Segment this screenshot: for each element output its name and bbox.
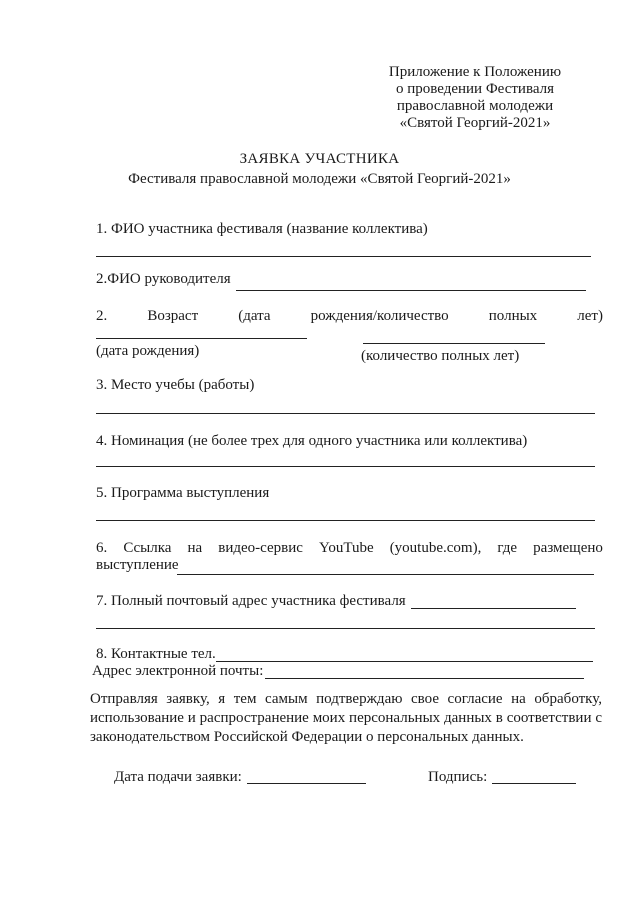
field-video-link-label xyxy=(96,540,603,557)
field-leader-name-line[interactable] xyxy=(236,290,586,291)
field-postal-address-line-1[interactable] xyxy=(411,608,576,609)
form-subtitle: Фестиваля православной молодежи «Святой Георгий-2021» xyxy=(128,171,511,187)
consent-paragraph: Отправляя заявку, я тем самым подтверждаю свое согласие на обработку, использование и распространение моих персональных данных в соответствии с законодательством Российской Федерации о персональных данных. xyxy=(90,691,602,745)
field-leader-name-label: 2.ФИО руководителя xyxy=(96,271,231,287)
appendix-line-4: «Святой Георгий-2021» xyxy=(399,115,551,131)
video-link-word: где xyxy=(497,540,518,556)
age-word: рождения/количество xyxy=(310,308,449,324)
field-full-years-caption: (количество полных лет) xyxy=(361,348,520,364)
field-participant-name-line[interactable] xyxy=(96,256,591,257)
field-program-line[interactable] xyxy=(96,520,595,521)
signature-label: Подпись: xyxy=(428,769,488,785)
field-study-place-line[interactable] xyxy=(96,413,595,414)
appendix-note xyxy=(380,64,570,132)
submission-date-line[interactable] xyxy=(247,783,366,784)
form-title: ЗАЯВКА УЧАСТНИКА xyxy=(239,151,400,167)
field-email-label: Адрес электронной почты: xyxy=(92,663,264,679)
field-nomination-label: 4. Номинация (не более трех для одного участника или коллектива) xyxy=(96,433,528,449)
age-word: (дата xyxy=(238,308,271,324)
video-link-word: на xyxy=(187,540,203,556)
video-link-word: размещено xyxy=(533,540,603,556)
age-word: лет) xyxy=(577,308,603,324)
field-postal-address-line-2[interactable] xyxy=(96,628,595,629)
field-video-link-line[interactable] xyxy=(177,574,594,575)
age-word: 2. xyxy=(96,308,108,324)
appendix-line-3: православной молодежи xyxy=(396,98,554,114)
appendix-line-1: Приложение к Положению xyxy=(388,64,562,80)
video-link-word: Ссылка xyxy=(123,540,172,556)
field-birth-date-line[interactable] xyxy=(96,338,307,339)
field-program-label: 5. Программа выступления xyxy=(96,485,270,501)
field-postal-address-label: 7. Полный почтовый адрес участника фестиваля xyxy=(96,593,406,609)
field-nomination-line[interactable] xyxy=(96,466,595,467)
age-word: Возраст xyxy=(147,308,199,324)
field-video-link-label-line2: выступление xyxy=(96,557,179,573)
age-word: полных xyxy=(488,308,538,324)
field-age-label xyxy=(96,308,603,325)
field-participant-name-label: 1. ФИО участника фестиваля (название коллектива) xyxy=(96,221,428,237)
signature-line[interactable] xyxy=(492,783,576,784)
submission-date-label: Дата подачи заявки: xyxy=(114,769,242,785)
video-link-word: (youtube.com), xyxy=(389,540,482,556)
field-phone-label: 8. Контактные тел. xyxy=(96,646,216,662)
appendix-line-2: о проведении Фестиваля xyxy=(395,81,555,97)
field-birth-date-caption: (дата рождения) xyxy=(96,343,200,359)
field-phone-line[interactable] xyxy=(216,661,593,662)
field-study-place-label: 3. Место учебы (работы) xyxy=(96,377,255,393)
field-email-line[interactable] xyxy=(265,678,584,679)
video-link-word: 6. xyxy=(96,540,108,556)
field-full-years-line[interactable] xyxy=(363,343,545,344)
video-link-word: видео-сервис xyxy=(218,540,303,556)
video-link-word: YouTube xyxy=(319,540,374,556)
